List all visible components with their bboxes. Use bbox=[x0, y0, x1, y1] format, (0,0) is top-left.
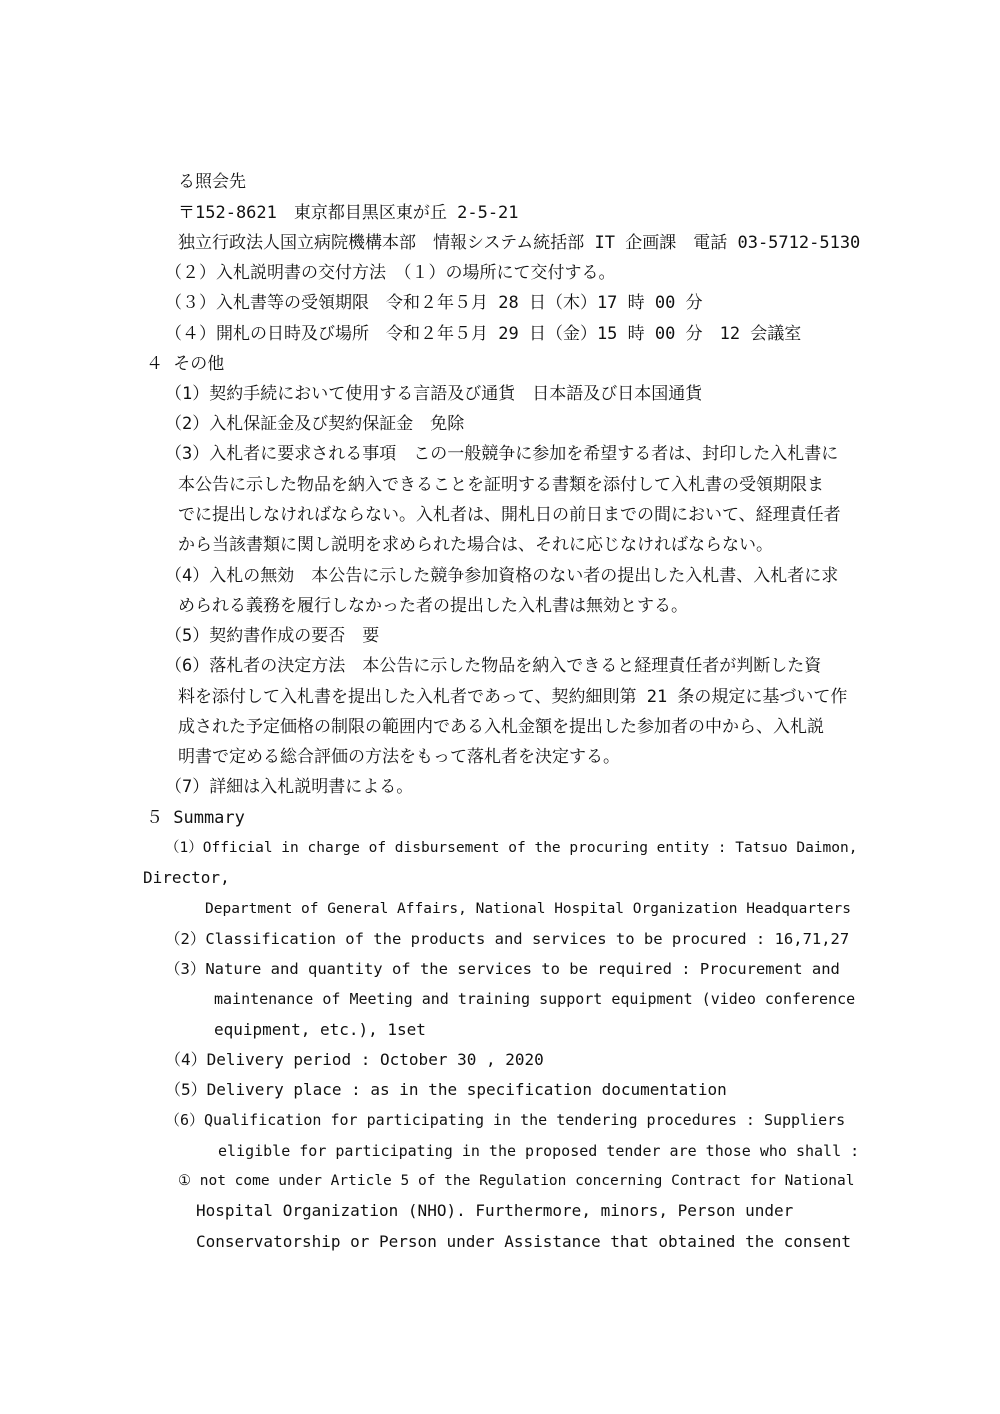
section5-item-6-line-1: （6）Qualification for participating in the tendering procedures : Suppliers bbox=[165, 1111, 846, 1129]
section4-item-6-line-2: 料を添付して入札書を提出した入札者であって、契約細則第 21 条の規定に基づいて作 bbox=[178, 687, 848, 707]
section3-item-4: （４）開札の日時及び場所 令和２年５月 29 日（金）15 時 00 分 12 会議室 bbox=[165, 324, 802, 344]
section5-item-2: （2）Classification of the products and services to be procured : 16,71,27 bbox=[165, 930, 850, 948]
section5-item-3-line-2: maintenance of Meeting and training support equipment (video conference bbox=[214, 990, 856, 1008]
section4-item-5: （5）契約書作成の要否 要 bbox=[165, 626, 380, 646]
section4-item-1: （1）契約手続において使用する言語及び通貨 日本語及び日本国通貨 bbox=[165, 384, 703, 404]
section5-item-1-line-2: Director, bbox=[143, 868, 230, 887]
section4-item-4-line-1: （4）入札の無効 本公告に示した競争参加資格のない者の提出した入札書、入札者に求 bbox=[165, 566, 839, 586]
contact-department-line: 独立行政法人国立病院機構本部 情報システム統括部 IT 企画課 電話 03-5712-5130 bbox=[178, 233, 861, 253]
section5-item-1-line-3: Department of General Affairs, National Hospital Organization Headquarters bbox=[205, 901, 852, 917]
section4-item-6-line-3: 成された予定価格の制限の範囲内である入札金額を提出した参加者の中から、入札説 bbox=[178, 717, 824, 737]
section5-subitem-1-line-1: ① not come under Article 5 of the Regulation concerning Contract for National bbox=[178, 1173, 855, 1189]
section3-item-2: （２）入札説明書の交付方法 （１）の場所にて交付する。 bbox=[165, 263, 616, 283]
section4-item-3-line-4: から当該書類に関し説明を求められた場合は、それに応じなければならない。 bbox=[178, 535, 773, 555]
section3-item-3: （３）入札書等の受領期限 令和２年５月 28 日（木）17 時 00 分 bbox=[165, 293, 703, 313]
contact-line-1: る照会先 bbox=[178, 172, 246, 192]
section4-item-3-line-3: でに提出しなければならない。入札者は、開札日の前日までの間において、経理責任者 bbox=[178, 505, 841, 525]
section5-item-1-line-1: （1）Official in charge of disbursement of the procuring entity : Tatsuo Daimon, bbox=[165, 840, 858, 856]
contact-address-line: 〒152-8621 東京都目黒区東が丘 2-5-21 bbox=[178, 203, 519, 223]
section4-item-3-line-1: （3）入札者に要求される事項 この一般競争に参加を希望する者は、封印した入札書に bbox=[165, 444, 839, 464]
section5-item-4: （4）Delivery period : October 30 , 2020 bbox=[165, 1050, 544, 1069]
section5-item-5: （5）Delivery place : as in the specification documentation bbox=[165, 1080, 727, 1099]
section4-item-4-line-2: められる義務を履行しなかった者の提出した入札書は無効とする。 bbox=[178, 596, 688, 616]
section5-subitem-1-line-3: Conservatorship or Person under Assistance that obtained the consent bbox=[196, 1232, 852, 1251]
section4-item-7: （7）詳細は入札説明書による。 bbox=[165, 777, 414, 797]
section5-heading: ５ Summary bbox=[146, 808, 245, 828]
section4-item-2: （2）入札保証金及び契約保証金 免除 bbox=[165, 414, 465, 434]
section4-item-6-line-4: 明書で定める総合評価の方法をもって落札者を決定する。 bbox=[178, 747, 620, 767]
section4-item-3-line-2: 本公告に示した物品を納入できることを証明する書類を添付して入札書の受領期限ま bbox=[178, 475, 824, 495]
section4-item-6-line-1: （6）落札者の決定方法 本公告に示した物品を納入できると経理責任者が判断した資 bbox=[165, 656, 822, 676]
section5-item-3-line-1: （3）Nature and quantity of the services to be required : Procurement and bbox=[165, 960, 840, 978]
section4-heading: ４ その他 bbox=[146, 354, 225, 374]
section5-item-3-line-3: equipment, etc.), 1set bbox=[214, 1020, 426, 1039]
section5-item-6-line-2: eligible for participating in the proposed tender are those who shall : bbox=[218, 1142, 860, 1160]
section5-subitem-1-line-2: Hospital Organization (NHO). Furthermore, minors, Person under bbox=[196, 1201, 794, 1220]
